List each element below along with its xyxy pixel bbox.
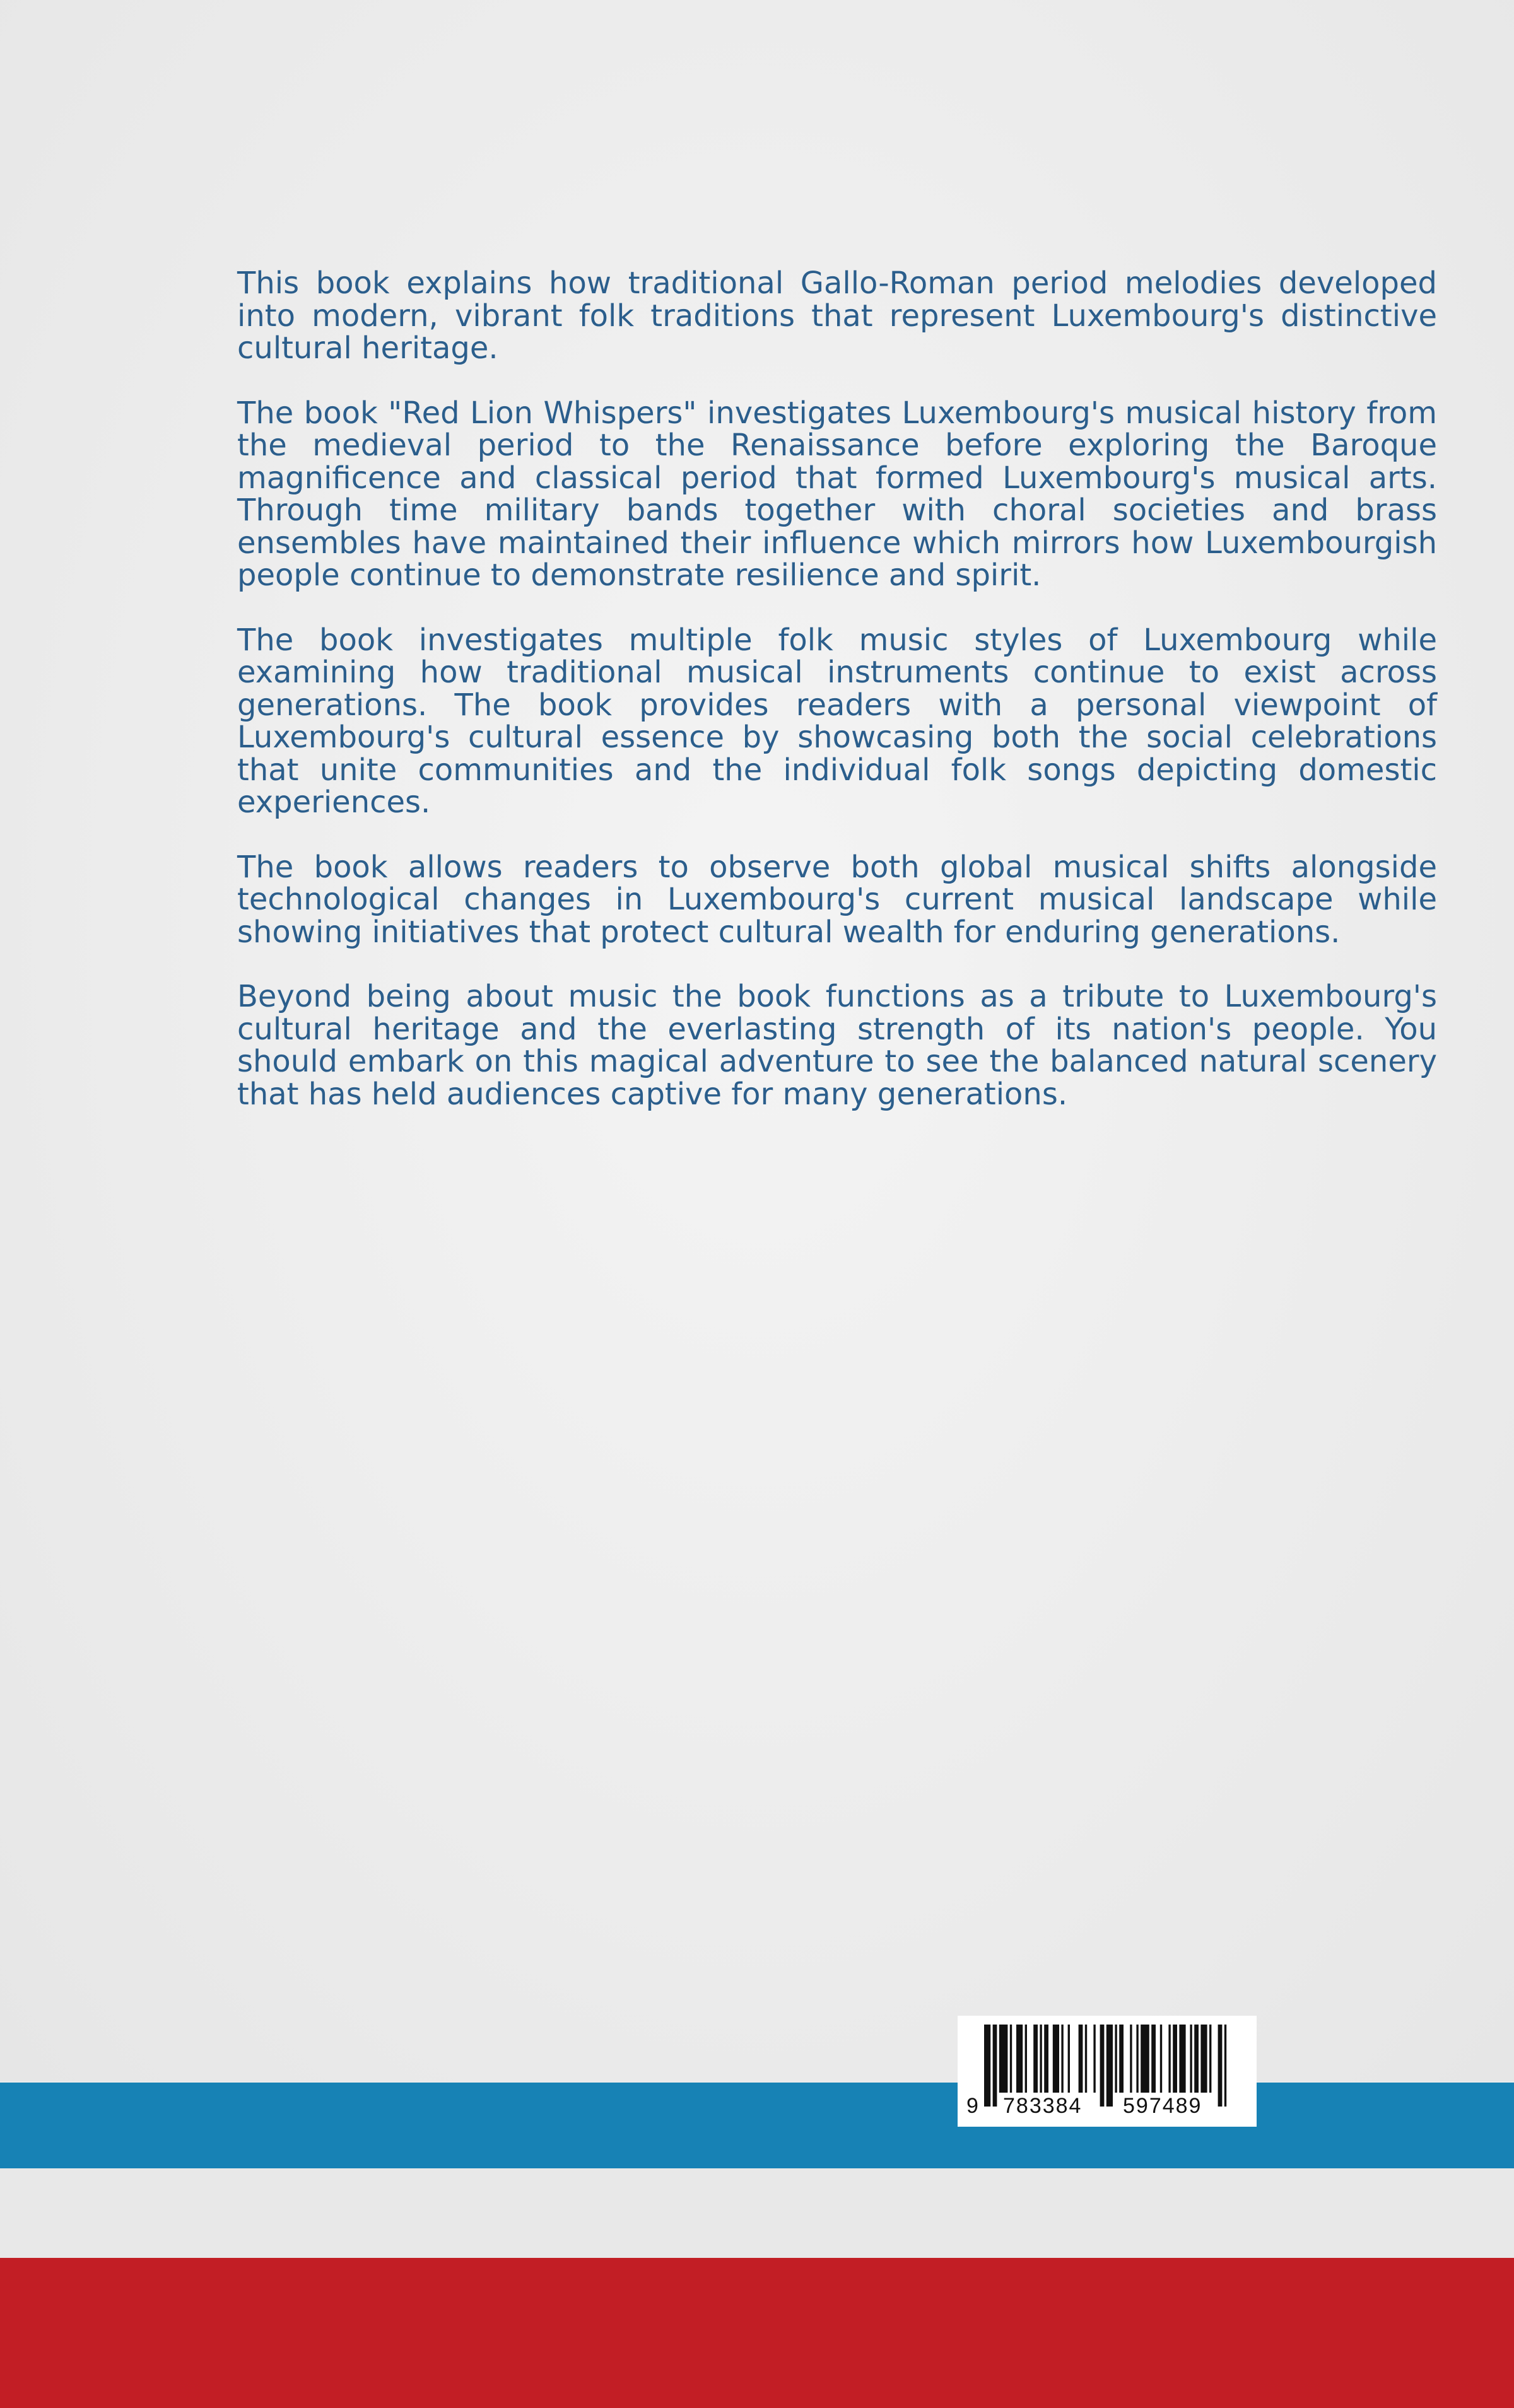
- barcode-bar: [1194, 2025, 1199, 2093]
- blue-stripe: [0, 2083, 1514, 2168]
- barcode-bar: [1209, 2025, 1211, 2093]
- blurb-paragraph-2: The book "Red Lion Whispers" investigates Luxembourg's musical history from the medieval period to the Renaissance before exploring the Baroque magnificence and classical period that formed Luxembourg's musical arts. Through time military bands together with choral societies and brass ensembles have maintained their influence which mirrors how Luxembourgish people continue to demonstrate resilience and spirit.: [237, 395, 1437, 593]
- barcode-bar: [1115, 2025, 1117, 2093]
- barcode-bar: [1173, 2025, 1177, 2093]
- barcode-bar: [1079, 2025, 1083, 2093]
- barcode-bar: [1141, 2025, 1149, 2093]
- isbn-barcode: [958, 2016, 1257, 2127]
- red-stripe: [0, 2258, 1514, 2408]
- barcode-bar: [1010, 2025, 1012, 2093]
- blurb-paragraph-1: This book explains how traditional Gallo-Roman period melodies developed into modern, vibrant folk traditions that represent Luxembourg's distinctive cultural heritage.: [237, 266, 1437, 366]
- barcode-bar: [1151, 2025, 1156, 2093]
- barcode-bar: [1136, 2025, 1138, 2093]
- barcode-bar: [1033, 2025, 1038, 2093]
- barcode-bar: [1016, 2025, 1023, 2093]
- barcode-bar: [999, 2025, 1008, 2093]
- barcode-bar: [1190, 2025, 1192, 2093]
- barcode-bar: [1179, 2025, 1185, 2093]
- barcode-bar: [1068, 2025, 1070, 2093]
- barcode-bar: [1044, 2025, 1048, 2093]
- blurb-paragraph-5: Beyond being about music the book functions as a tribute to Luxembourg's cultural heritage and the everlasting strength of its nation's people. You should embark on this magical adventure to see the balanced natural scenery that has held audiences captive for many generations.: [237, 979, 1437, 1112]
- barcode-digits: [958, 2094, 1257, 2119]
- barcode-bar: [1119, 2025, 1124, 2093]
- blurb-paragraph-4: The book allows readers to observe both global musical shifts alongside technological changes in Luxembourg's current musical landscape while showing initiatives that protect cultural wealth for enduring generations.: [237, 849, 1437, 950]
- back-cover-blurb: [237, 267, 1437, 1143]
- barcode-bar: [1160, 2025, 1162, 2093]
- barcode-bar: [1130, 2025, 1132, 2093]
- barcode-bar: [1061, 2025, 1063, 2093]
- white-stripe: [0, 2168, 1514, 2258]
- barcode-bar: [1085, 2025, 1087, 2093]
- barcode-bar: [1168, 2025, 1170, 2093]
- barcode-bar: [1093, 2025, 1095, 2093]
- barcode-first-digit: 9: [966, 2094, 978, 2118]
- barcode-right-digits: 597489: [1123, 2094, 1202, 2118]
- barcode-bar: [1040, 2025, 1042, 2093]
- barcode-bar: [1200, 2025, 1207, 2093]
- barcode-bar: [1025, 2025, 1027, 2093]
- barcode-bar: [1053, 2025, 1059, 2093]
- barcode-left-digits: 783384: [1003, 2094, 1083, 2118]
- blurb-paragraph-3: The book investigates multiple folk music styles of Luxembourg while examining how traditional musical instruments continue to exist across generations. The book provides readers with a personal viewpoint of Luxembourg's cultural essence by showcasing both the social celebrations that unite communities and the individual folk songs depicting domestic experiences.: [237, 622, 1437, 820]
